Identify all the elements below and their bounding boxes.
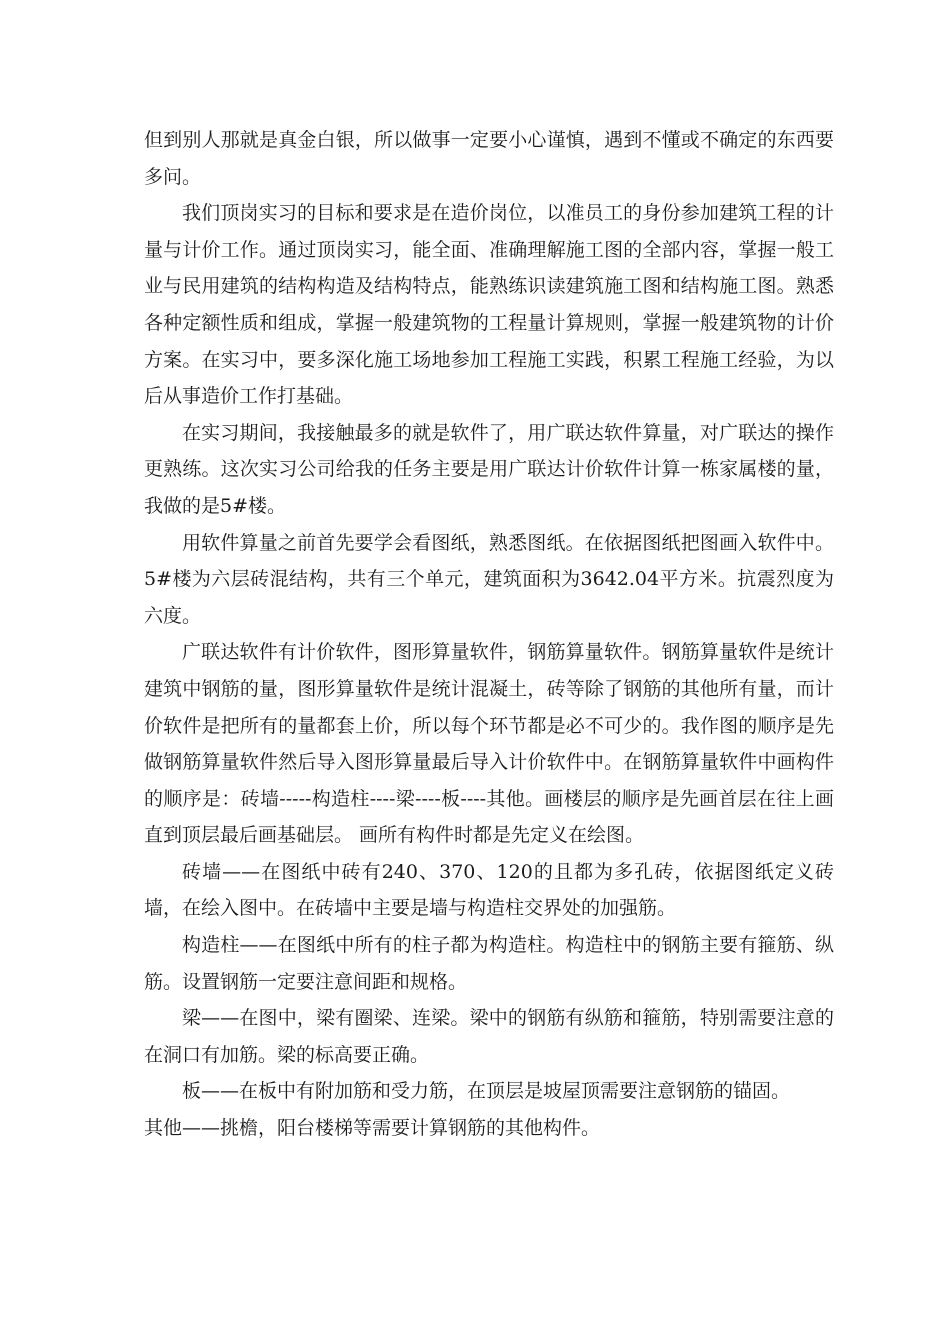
paragraph-8: 梁——在图中，梁有圈梁、连梁。梁中的钢筋有纵筋和箍筋，特别需要注意的在洞口有加筋。梁的标高要正确。 — [144, 1007, 834, 1066]
paragraph-4: 用软件算量之前首先要学会看图纸，熟悉图纸。在依据图纸把图画入软件中。5#楼为六层砖混结构，共有三个单元，建筑面积为3642.04平方米。抗震烈度为六度。 — [144, 531, 834, 627]
paragraph-6: 砖墙——在图纸中砖有240、370、120的且都为多孔砖，依据图纸定义砖墙，在绘入图中。在砖墙中主要是墙与构造柱交界处的加强筋。 — [144, 860, 834, 920]
paragraph-7: 构造柱——在图纸中所有的柱子都为构造柱。构造柱中的钢筋主要有箍筋、纵筋。设置钢筋一定要注意间距和规格。 — [144, 934, 834, 993]
paragraph-5: 广联达软件有计价软件，图形算量软件，钢筋算量软件。钢筋算量软件是统计建筑中钢筋的量，图形算量软件是统计混凝土，砖等除了钢筋的其他所有量，而计价软件是把所有的量都套上价，所以每个环节都是必不可少的。我作图的顺序是先做钢筋算量软件然后导入图形算量最后导入计价软件中。在钢筋算量软件中画构件的顺序是：砖墙-----构造柱----梁----板----其他。画楼层的顺序是先画首层在往上画直到顶层最后画基础层。 画所有构件时都是先定义在绘图。 — [144, 641, 834, 847]
document-body — [144, 122, 834, 1147]
paragraph-9: 板——在板中有附加筋和受力筋，在顶层是坡屋顶需要注意钢筋的锚固。 — [182, 1080, 791, 1103]
paragraph-1: 但到别人那就是真金白银，所以做事一定要小心谨慎，遇到不懂或不确定的东西要多问。 — [144, 129, 834, 188]
paragraph-2: 我们顶岗实习的目标和要求是在造价岗位，以准员工的身份参加建筑工程的计量与计价工作。通过顶岗实习，能全面、准确理解施工图的全部内容，掌握一般工业与民用建筑的结构构造及结构特点，能熟练识读建筑施工图和结构施工图。熟悉各种定额性质和组成，掌握一般建筑物的工程量计算规则，掌握一般建筑物的计价方案。在实习中，要多深化施工场地参加工程施工实践，积累工程施工经验，为以后从事造价工作打基础。 — [144, 202, 834, 408]
paragraph-3: 在实习期间，我接触最多的就是软件了，用广联达软件算量，对广联达的操作更熟练。这次实习公司给我的任务主要是用广联达计价软件计算一栋家属楼的量，我做的是5#楼。 — [144, 421, 834, 517]
paragraph-10: 其他——挑檐，阳台楼梯等需要计算钢筋的其他构件。 — [144, 1117, 601, 1140]
